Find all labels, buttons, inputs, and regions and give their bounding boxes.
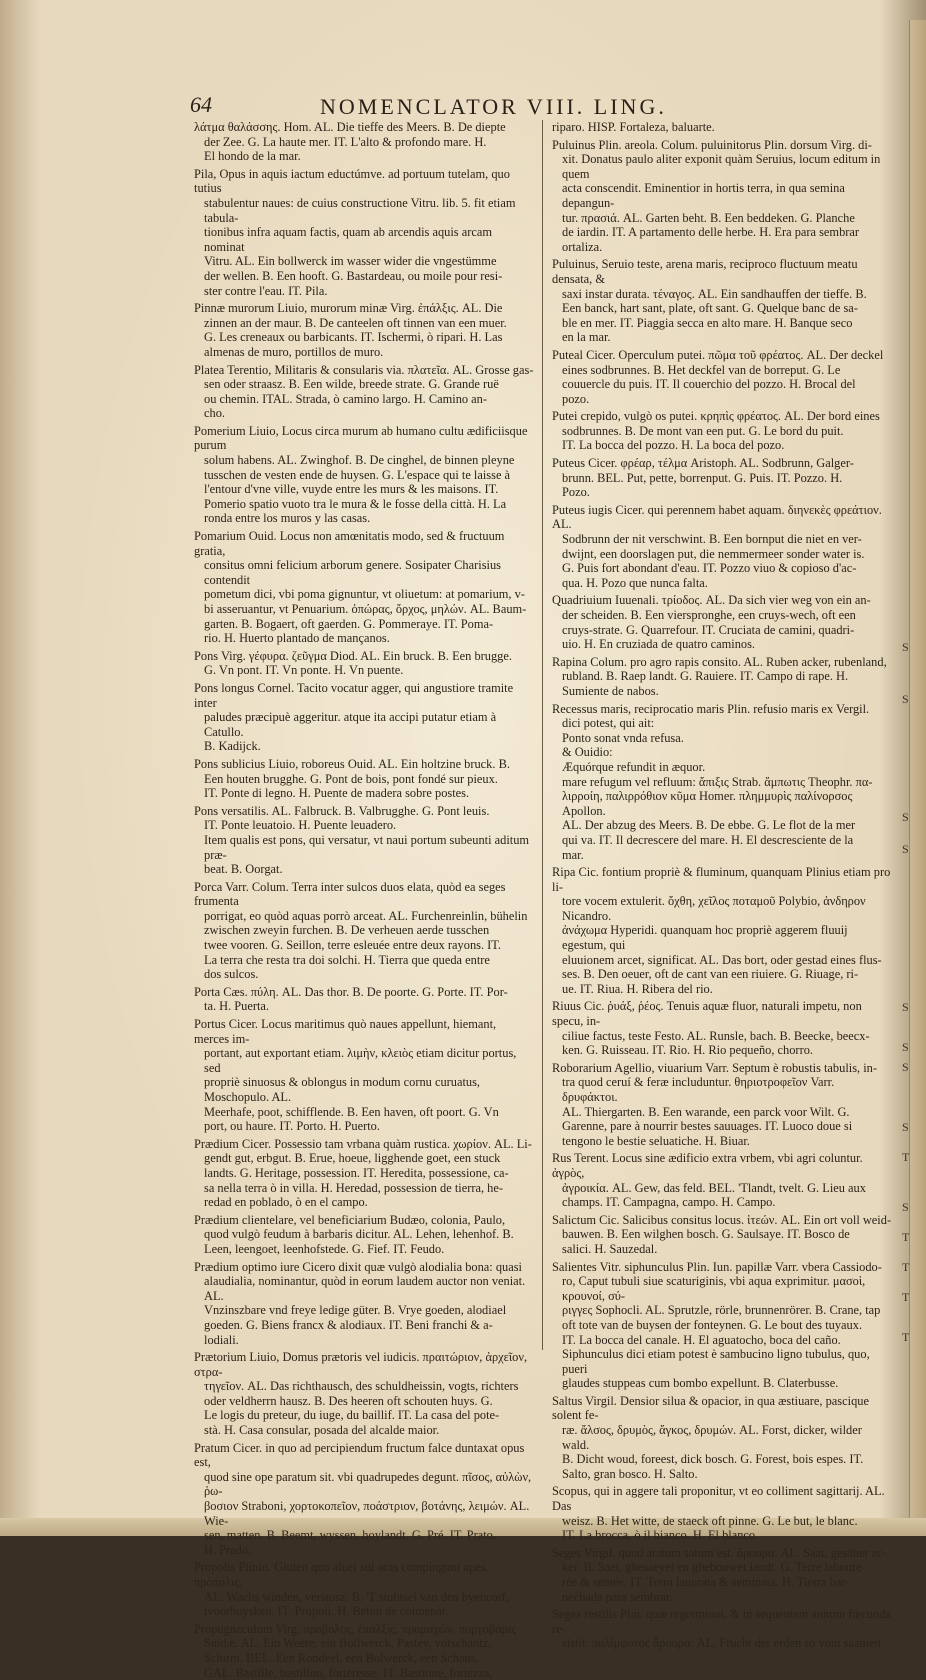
entry-line: Ripa Cic. fontium propriè & fluminum, quanquam Plinius etiam pro li- [552,865,891,894]
entry-line: dwijnt, een doorslagen put, die nemmermeer sonder water is. [562,546,865,561]
entry-line: riparo. HISP. Fortaleza, baluarte. [552,120,715,134]
margin-mark: S [902,1120,909,1134]
entry-line: ta. H. Puerta. [204,999,270,1014]
left-column [194,120,534,1680]
dictionary-entry [552,999,892,1057]
entry-line: Pomarium Ouid. Locus non amœnitatis modo, sed & fructuum gratia, [194,529,505,558]
entry-line: IT. La bocca del pozzo. H. La boca del pozo. [562,438,785,453]
entry-line: Pons longus Cornel. Tacito vocatur agger, qui angustiore tramite inter [194,680,514,710]
entry-line: zwischen zweyin furchen. B. De verheuen aerde tusschen [204,923,490,938]
entry-line: Salictum Cic. Salicibus consitus locus. ἰτεών. AL. Ein ort voll weid- [552,1212,892,1227]
entry-line: Putei crepido, vulgò os putei. κρηπὶς φρέατος. AL. Der bord eines [552,409,880,424]
entry-line: AL. Der abzug des Meers. B. De ebbe. G. Le flot de la mer [562,818,856,833]
entry-line: Puluinus, Seruio teste, arena maris, reciproco fluctuum meatu densata, & [552,257,858,286]
dictionary-entry [552,702,892,863]
dictionary-entry [194,424,534,526]
margin-mark: S [902,692,909,706]
entry-line: IT. La broccа, ò il bianco. H. El blanco. [562,1528,759,1543]
entry-line: beat. B. Oorgat. [204,862,283,877]
entry-line: portant, aut exportant etiam. λιμὴν, κλειὸς etiam dicitur portus, sed [204,1046,517,1075]
margin-mark: S [902,1200,909,1214]
entry-line: Seges restilis Plin. quæ regerminat, & in sequentem annum fœcunda re- [552,1607,891,1636]
entry-line: porrigat, eo quòd aquas porrò arceat. AL. Furchenreinlin, bühelin [204,908,528,923]
entry-line: λιρροίη, παλιρρόθιον κῦμα Homer. πλημμυρὶς παλίνορσος Apollon. [562,789,853,818]
entry-line: Scopus, qui in aggere tali proponitur, vt eo colliment sagittarij. AL. Das [552,1484,885,1514]
entry-line: tvoorhuysken. IT. Propoli. H. Betun de colmenar. [204,1604,449,1619]
entry-line: oder veldherrn hausz. B. Des heeren oft schouten huys. G. [204,1393,493,1408]
dictionary-entry [194,681,534,754]
entry-line: paludes præcipuè aggeritur. atque ita accipi putatur etiam à Catullo. [204,710,497,739]
entry-line: ortaliza. [562,239,603,254]
dictionary-entry [194,1260,534,1348]
margin-mark: T [902,1230,910,1244]
entry-line: qua. H. Pozo que nunca falta. [562,575,708,590]
entry-line: Ponto sonat vnda refusa. [562,730,684,745]
dictionary-entry [552,655,892,699]
margin-mark: S [902,842,909,856]
entry-line: consitus omni felicium arborum genere. Sosipater Charisius contendit [204,558,501,587]
entry-line: eines sodbrunnes. B. Het deckfel van de borreput. G. Le [562,362,841,377]
entry-line: pometum dici, vbi poma gignuntur, vt oliuetum: at pomarium, v- [204,587,525,602]
entry-line: Prætorium Liuio, Domus prætoris vel iudicis. πραιτώριον, ἀρχεῖον, στρα- [194,1350,528,1379]
right-column [552,120,892,1651]
entry-line: Pons Virg. γέφυρα. ζεῦγμα Diod. AL. Ein bruck. B. Een brugge. [194,648,512,663]
entry-line: ἀνάχωμα Hyperidi. quanquam hoc propriè aggerem fluuij egestum, qui [562,923,848,953]
margin-mark: S [902,1040,909,1054]
entry-line: quod sine ope paratum sit. vbi quadrupedes degunt. πῖσος, αὐλὼν, ῥω- [204,1469,532,1499]
entry-line: & Ouidio: [562,745,613,760]
entry-line: brunn. BEL. Put, pette, borrenput. G. Puis. IT. Pozzo. H. [562,470,843,485]
entry-line: Porca Varr. Colum. Terra inter sulcos duos elata, quòd ea seges frumenta [194,879,506,909]
entry-line: GAL. Bastille, bastillon, forteresse. IT. Bastione, fortezza, [204,1665,493,1680]
entry-line: ken. G. Ruisseau. IT. Rio. H. Rio pequeño, chorro. [562,1043,813,1058]
entry-line: sen oder straasz. B. Een wilde, breede strate. G. Grande ruë [204,377,499,392]
entry-line: Prædium Cicer. Possessio tam vrbana quàm rustica. χωρίον. AL. Li- [194,1136,532,1151]
margin-mark: T [902,1150,910,1164]
entry-line: Recessus maris, reciprocatio maris Plin. refusio maris ex Vergil. [552,701,870,716]
dictionary-entry [552,456,892,500]
entry-line: ble en mer. IT. Piaggia secca en alto mare. H. Banque seco [562,315,853,330]
entry-line: ræ. ἄλσος, δρυμὸς, ἄγκος, δρυμών. AL. Forst, dicker, wilder wald. [562,1423,862,1452]
entry-line: champs. IT. Campagna, campo. H. Campo. [562,1195,776,1210]
entry-line: tusschen de vesten ende de huysen. G. L'espace qui te laisse à [204,467,511,482]
dictionary-entry [552,1213,892,1257]
entry-line: propriè sinuosus & oblongus in modum cornu curuatus, Moschopulo. AL. [204,1075,481,1104]
dictionary-entry [552,1607,892,1651]
entry-line: Æquórque refundit in æquor. [562,759,706,774]
entry-line: λάτμα θαλάσσης. Hom. AL. Die tieffe des Meers. B. De diepte [194,120,506,134]
entry-line: ἀγροικία. AL. Gew, das feld. BEL. 'Tlandt, tvelt. G. Lieu aux [562,1180,866,1195]
entry-line: G. Puis fort abondant d'eau. IT. Pozzo viuo & copioso d'ac- [562,561,857,576]
entry-line: twee vooren. G. Seillon, terre esleuée entre deux rayons. IT. [204,938,502,953]
entry-line: port, ou haure. IT. Porto. H. Puerto. [204,1119,380,1134]
entry-line: ronda entre los muros y las casas. [204,511,371,526]
entry-line: de iardin. IT. A partamento delle herbe. H. Era para sembrar [562,225,860,240]
entry-line: Pomerium Liuio, Locus circa murum ab humano cultu ædificiisque purum [194,423,528,453]
entry-line: ou chemin. ITAL. Strada, ò camino largo. H. Camino an- [204,391,488,406]
entry-line: rubland. B. Raep landt. G. Rauiere. IT. Campo di rape. H. [562,669,849,684]
entry-line: acta conscendit. Eminentior in hortis terra, in qua semina depangun- [562,181,845,210]
entry-line: Salientes Vitr. siphunculus Plin. Iun. papillæ Varr. vbera Cassiodo- [552,1259,882,1274]
entry-line: pozo. [562,391,590,406]
entry-line: nechada para sembrar. [562,1589,673,1604]
dictionary-entry [194,1622,534,1680]
dictionary-entry [194,1350,534,1438]
entry-line: lodiali. [204,1332,239,1347]
dictionary-entry [552,257,892,345]
entry-line: goeden. G. Biens francx & alodiaux. IT. Beni franchi & a- [204,1317,493,1332]
entry-line: Rus Terent. Locus sine ædificio extra vrbem, vbi agri coluntur. ἀγρὸς, [552,1151,863,1180]
entry-line: Pila, Opus in aquis iactum eductúmve. ad portuum tutelam, quo tutius [194,166,510,196]
entry-line: mare refugum vel refluum: ἄπιξις Strab. ἄμπωτις Theophr. πα- [562,774,873,789]
entry-line: sodbrunnes. B. De mont van een put. G. Le bord du puit. [562,423,844,438]
entry-line: der wellen. B. Een hooft. G. Bastardeau, ou moile pour resi- [204,268,503,283]
entry-line: Siphunculus dici etiam potest è sambucino ligno tubulus, quo, pueri [562,1347,870,1376]
entry-line: Pons sublicius Liuio, roboreus Ouid. AL. Ein holtzine bruck. B. [194,756,510,771]
dictionary-entry [552,1151,892,1209]
entry-line: ses. B. Den oeuer, oft de cant van een riuiere. G. Riuage, ri- [562,967,859,982]
entry-line: der scheiden. B. Een vierspronghe, een cruys-wech, oft een [562,608,856,622]
entry-line: solum habens. AL. Zwinghof. B. De cinghel, de binnen pleyne [204,453,515,468]
entry-line: der Zee. G. La haute mer. IT. L'alto & profondo mare. H. [204,134,487,149]
entry-line: Garenne, pare à nourrir bestes sauuages. IT. Luoco doue si [562,1119,853,1134]
entry-line: l'entour d'vne ville, vuyde entre les murs & les maisons. IT. [204,482,499,497]
entry-line: Schirm. BEL. Een Rondeel, een Bolwerck, een Schans. [204,1650,479,1665]
dictionary-entry [552,348,892,406]
entry-line: Quadriuium Iuuenali. τρίοδος. AL. Da sich vier weg von ein an- [552,593,871,608]
entry-line: tur. πρασιά. AL. Garten beht. B. Een beddeken. G. Planche [562,210,855,225]
entry-line: El hondo de la mar. [204,149,301,164]
entry-line: almenas de muro, portillos de muro. [204,344,384,359]
entry-line: cruys-strate. G. Quarrefour. IT. Cruciata de camini, quadri- [562,622,855,637]
entry-line: salici. H. Sauzedal. [562,1241,658,1256]
dictionary-entry [194,1213,534,1257]
entry-line: eluuionem arcet, significat. AL. Das bort, oder gestad eines flus- [562,952,882,967]
margin-mark: S [902,810,909,824]
entry-line: Puluinus Plin. areola. Colum. puluinitorus Plin. dorsum Virg. di- [552,137,872,152]
dictionary-entry [552,1546,892,1604]
entry-line: AL. Thiergarten. B. Een warande, een parck voor Wilt. G. [562,1104,850,1119]
entry-line: couuercle du puis. IT. Il couerchio del pozzo. H. Brocal del [562,377,856,392]
entry-line: ciliue factus, teste Festo. AL. Runsle, bach. B. Beecke, beecx- [562,1028,870,1043]
entry-line: dici potest, qui ait: [562,716,655,731]
entry-line: Pinnæ murorum Liuio, murorum minæ Virg. ἐπάλξις. AL. Die [194,301,503,316]
entry-line: Vitru. AL. Ein bollwerck im wasser wider die vngestümme [204,254,497,269]
dictionary-entry [194,649,534,678]
entry-line: H. Prado. [204,1542,252,1557]
entry-line: saxi instar durata. τέναγος. AL. Ein sandhauffen der tieffe. B. [562,286,867,301]
dictionary-entry [552,1061,892,1149]
entry-line: uio. H. En cruziada de quatro caminos. [562,637,756,652]
entry-line: qui va. IT. Il decrescere del mare. H. El descresciente de la [562,832,854,847]
dictionary-entry [552,503,892,591]
entry-line: landts. G. Heritage, possession. IT. Heredita, possessione, ca- [204,1165,509,1180]
entry-line: B. Kadijck. [204,739,261,754]
dictionary-entry [194,363,534,421]
entry-line: IT. Ponte di legno. H. Puente de madera sobre postes. [204,786,470,801]
entry-line: Sodbrunn der nit verschwint. B. Een bornput die niet en ver- [562,532,862,547]
entry-line: IT. Ponte leuatoio. H. Puente leuadero. [204,818,397,833]
dictionary-entry [194,1017,534,1134]
entry-line: redad en poblado, ò en el campo. [204,1195,368,1210]
entry-line: Propugnaculum Virg. προβολος, ἐπαλξις, προμαχών, πυργοβάρις [194,1621,517,1636]
entry-line: ster contre l'eau. IT. Pila. [204,283,328,298]
entry-line: βοσιον Straboni, χορτοκοπεῖον, ποάστριον, βοτάνης, λειμών. AL. Wie- [204,1499,530,1528]
dictionary-entry [194,880,534,982]
entry-line: tengono le bestie seluatiche. H. Biuar. [562,1133,750,1148]
entry-line: weisz. B. Het witte, de staeck oft pinne. G. Le but, le blanc. [562,1513,858,1528]
entry-line: Pomerio spatio vuoto tra le mura & le fosse della città. H. La [204,496,507,511]
entry-line: Een houten brugghe. G. Pont de bois, pont fondé sur pieux. [204,771,498,786]
entry-line: Saltus Virgil. Densior silua & opacior, in qua æstiuare, pascique solent fe- [552,1393,869,1423]
entry-line: IT. La bocca del canale. H. El aguatocho, boca del caño. [562,1332,841,1347]
entry-line: Portus Cicer. Locus maritimus quò naues appellunt, hiemant, merces im- [194,1017,497,1046]
entry-line: oft tote van de buysen der fonteynen. G. Le bout des tuyaux. [562,1317,863,1332]
dictionary-entry [552,1260,892,1391]
entry-line: Roborarium Agellio, viuarium Varr. Septum è robustis tabulis, in- [552,1060,877,1075]
running-title: NOMENCLATOR VIII. LING. [320,94,667,119]
dictionary-entry [194,167,534,298]
entry-line: Een banck, hart sant, plate, oft sant. G. Quelque banc de sa- [562,301,858,316]
entry-line: AL. Wachs winden, verstosz. B. 'T stuhtsel van den byencorf, [204,1589,509,1604]
entry-line: ριγγες Sophocli. AL. Sprutzle, rörle, brunnenrörer. B. Crane, tap [562,1303,881,1318]
entry-line: G. Les creneaux ou barbicants. IT. Ischermi, ò ripari. H. Las [204,330,503,345]
entry-line: Prædium optimo iure Cicero dixit quæ vulgò alodialia bona: quasi [194,1259,522,1274]
entry-line: Pons versatilis. AL. Falbruck. B. Valbrugghe. G. Pont leuis. [194,803,490,818]
entry-line: G. Vn pont. IT. Vn ponte. H. Vn puente. [204,663,404,678]
dictionary-entry [194,985,534,1014]
entry-line: Vnzinszbare vnd freye ledige güter. B. Vrye goeden, alodiael [204,1303,507,1318]
entry-line: Platea Terentio, Militaris & consularis via. πλατεῖα. AL. Grosse gas- [194,362,534,377]
entry-line: quod vulgò feudum à barbaris dicitur. AL. Lehen, lehenhof. B. [204,1227,514,1242]
dictionary-entry [552,1484,892,1542]
dictionary-entry [194,301,534,359]
entry-line: Sumiente de nabos. [562,683,659,698]
margin-mark: S [902,640,909,654]
entry-line: Item qualis est pons, qui versatur, vt naui portum subeunti aditum præ- [204,832,530,862]
dictionary-entry [194,120,534,164]
dictionary-entry [194,1560,534,1618]
entry-line: Puteus iugis Cicer. qui perennem habet aquam. διηνεκὲς φρεάτιον. AL. [552,502,882,532]
dictionary-entry [194,529,534,646]
entry-line: Pozo. [562,485,590,500]
dictionary-entry [552,120,892,135]
entry-line: bauwen. B. Een wilghen bosch. G. Saulsaye. IT. Bosco de [562,1227,850,1242]
entry-line: cho. [204,406,225,421]
entry-line: stabulentur naues: de cuius constructione Vitru. lib. 5. fit etiam tabula- [204,195,516,225]
dictionary-entry [552,409,892,453]
entry-line: zinnen an der maur. B. De canteelen oft tinnen van een muer. [204,315,507,330]
entry-line: sistit. παλίμφυτος ἄρουρα. AL. Frucht der erden so vom saamen [562,1636,881,1651]
margin-mark: T [902,1290,910,1304]
entry-line: garten. B. Bogaert, oft gaerden. G. Pommeraye. IT. Poma- [204,616,494,631]
entry-line: gendt gut, erbgut. B. Erue, hoeue, ligghende goet, een stuck [204,1151,501,1166]
entry-line: La terra che resta tra doi solchi. H. Tierra que queda entre [204,952,490,967]
entry-line: sen, matten. B. Beemt, wyssen, hoylandt. G. Pré. IT. Prato. [204,1528,496,1543]
entry-line: Propolis Plinio. Gluten quo aluei sui oras compingunt apes. πρόπολις. [194,1560,489,1589]
entry-line: τηγεῖον. AL. Das richthausch, des schuldheissin, vogts, richters [204,1379,519,1394]
entry-line: ker. B. Saet, ghesaeyet en ghebouwet landt. G. Terre laboure- [562,1560,866,1575]
entry-line: Pratum Cicer. in quo ad percipiendum fructum falce duntaxat opus est, [194,1440,525,1470]
entry-line: Puteal Cicer. Operculum putei. πῶμα τοῦ φρέατος. AL. Der deckel [552,347,884,362]
margin-mark: S [902,1000,909,1014]
column-divider [542,120,543,1350]
entry-line: en la mar. [562,330,611,345]
entry-line: glaudes stuppeas cum bombo expellunt. B. Claterbusse. [562,1376,839,1391]
entry-line: tore vocem extulerit. ὄχθη, χεῖλος ποταμοῦ Polybio, ἀνδηρον Nicandro. [562,894,866,923]
entry-line: Le logis du preteur, du iuge, du baillif. IT. La casa del pote- [204,1408,500,1423]
entry-line: Salto, gran bosco. H. Salto. [562,1466,698,1481]
entry-line: Prædium clientelare, vel beneficiarium Budæo, colonia, Paulo, [194,1212,506,1227]
entry-line: Puteus Cicer. φρέαρ, τέλμα Aristoph. AL. Sodbrunn, Galger- [552,456,854,471]
dictionary-entry [552,138,892,255]
entry-line: xit. Donatus paulo aliter exponit quàm Seruius, locum editum in quem [562,152,881,181]
entry-line: dos sulcos. [204,967,259,982]
dictionary-entry [194,1441,534,1558]
page-number: 64 [190,92,212,117]
entry-line: Porta Cæs. πύλη. AL. Das thor. B. De poorte. G. Porte. IT. Por- [194,984,508,999]
entry-line: rée & semée. IT. Terra lauorata & seminata. H. Tierra bar- [562,1575,850,1589]
next-page-edge [909,20,926,1530]
margin-mark: T [902,1330,910,1344]
entry-line: sa nella terra ò in villa. H. Heredad, possession de tierra, he- [204,1180,503,1195]
entry-line: tionibus infra aquam factis, quam ab arcendis aquis arcam nominat [204,225,492,254]
entry-line: ro, Caput tubuli siue scaturiginis, vbi aqua exprimitur. μασοὶ, κρουνοί, σύ- [562,1274,866,1303]
entry-line: alaudialia, nominantur, quòd in eorum laudem auctor non veniat. AL. [204,1274,526,1303]
entry-line: bi asseruantur, vt Penuarium. ὀπώρας, ὄρχος, μηλών. AL. Baum- [204,602,527,616]
dictionary-entry [194,1137,534,1210]
dictionary-entry [194,757,534,801]
margin-mark: T [902,1260,910,1274]
dictionary-entry [552,593,892,651]
margin-mark: S [902,1060,909,1074]
entry-line: ue. IT. Riua. H. Ribera del rio. [562,981,713,996]
entry-line: B. Dicht woud, foreest, dick bosch. G. Forest, bois espes. IT. [562,1452,864,1467]
dictionary-entry [552,1394,892,1482]
entry-line: Seges Virgil. quod aratum satum est. ἄρουρα. AL. Saat, gesäher ac- [552,1545,887,1560]
entry-line: Riuus Cic. ῥυάξ, ῥέος. Tenuis aquæ fluor, naturali impetu, non specu, in- [552,999,862,1029]
entry-line: mar. [562,847,584,862]
entry-line: rio. H. Huerto plantado de mançanos. [204,631,390,646]
entry-line: Suidæ. AL. Ein Weere, ein Bollwerck, Pastey, vorschantz, [204,1636,492,1651]
entry-line: stà. H. Casa consular, posada del alcalde maior. [204,1423,440,1438]
dictionary-entry [552,865,892,996]
entry-line: tra quod ceruí & feræ includuntur. θηριοτροφεῖον Varr. δρυφάκτοι. [562,1075,835,1104]
entry-line: Leen, leengoet, leenhofstede. G. Fief. IT. Feudo. [204,1241,445,1256]
entry-line: Meerhafe, poot, schifflende. B. Een haven, oft poort. G. Vn [204,1104,499,1119]
entry-line: Rapina Colum. pro agro rapis consito. AL. Ruben acker, rubenland, [552,654,887,669]
dictionary-entry [194,804,534,877]
